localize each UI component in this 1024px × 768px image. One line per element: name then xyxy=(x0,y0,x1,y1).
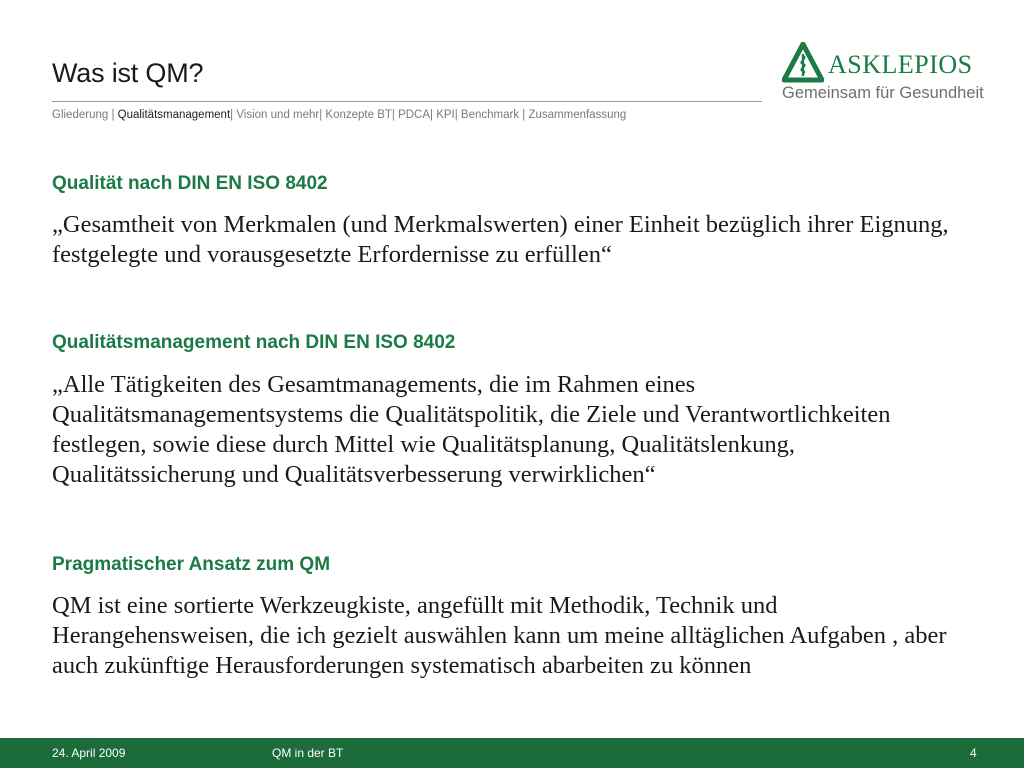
section-heading-3: Pragmatischer Ansatz zum QM xyxy=(52,554,331,575)
breadcrumb-item-active[interactable]: Qualitätsmanagement xyxy=(117,109,231,121)
footer-date: 24. April 2009 xyxy=(52,746,126,760)
title-divider xyxy=(52,101,762,102)
section-text-2: „Alle Tätigkeiten des Gesamtmanagements, die im Rahmen eines Qualitätsmanagementsystems die Qualitätspolitik, die Ziele und Verantwortlichkeiten festlegen, sowie diese durch Mittel wie Qualitätsplanung, Qualitätslenkung, Qualitätssicherung und Qualitätsverbesserung verwirklichen“ xyxy=(52,371,891,488)
footer-title: QM in der BT xyxy=(272,746,344,760)
section-heading-2: Qualitätsmanagement nach DIN EN ISO 8402 xyxy=(52,332,456,353)
asklepios-staff-triangle-icon xyxy=(782,42,824,84)
page-number: 4 xyxy=(970,746,977,760)
section-heading-1: Qualität nach DIN EN ISO 8402 xyxy=(52,173,328,194)
footer-bar xyxy=(0,738,1024,768)
logo-wordmark: ASKLEPIOS xyxy=(828,50,973,79)
section-text-1: „Gesamtheit von Merkmalen (und Merkmalswerten) einer Einheit bezüglich ihrer Eignung, festgelegte und vorausgesetzte Erfordernisse zu erfüllen“ xyxy=(52,211,949,268)
breadcrumb-item-rest[interactable]: | Vision und mehr| Konzepte BT| PDCA| KPI| Benchmark | Zusammenfassung xyxy=(230,109,627,121)
logo-tagline: Gemeinsam für Gesundheit xyxy=(782,84,984,102)
breadcrumb xyxy=(52,109,626,121)
breadcrumb-item-gliederung[interactable]: Gliederung | xyxy=(52,109,118,121)
section-text-3: QM ist eine sortierte Werkzeugkiste, angefüllt mit Methodik, Technik und Herangehensweisen, die ich gezielt auswählen kann um meine alltäglichen Aufgaben , aber auch zukünftige Herausforderungen systematisch abarbeiten zu können xyxy=(52,592,947,679)
asklepios-logo xyxy=(782,42,982,104)
page-title: Was ist QM? xyxy=(52,58,204,88)
